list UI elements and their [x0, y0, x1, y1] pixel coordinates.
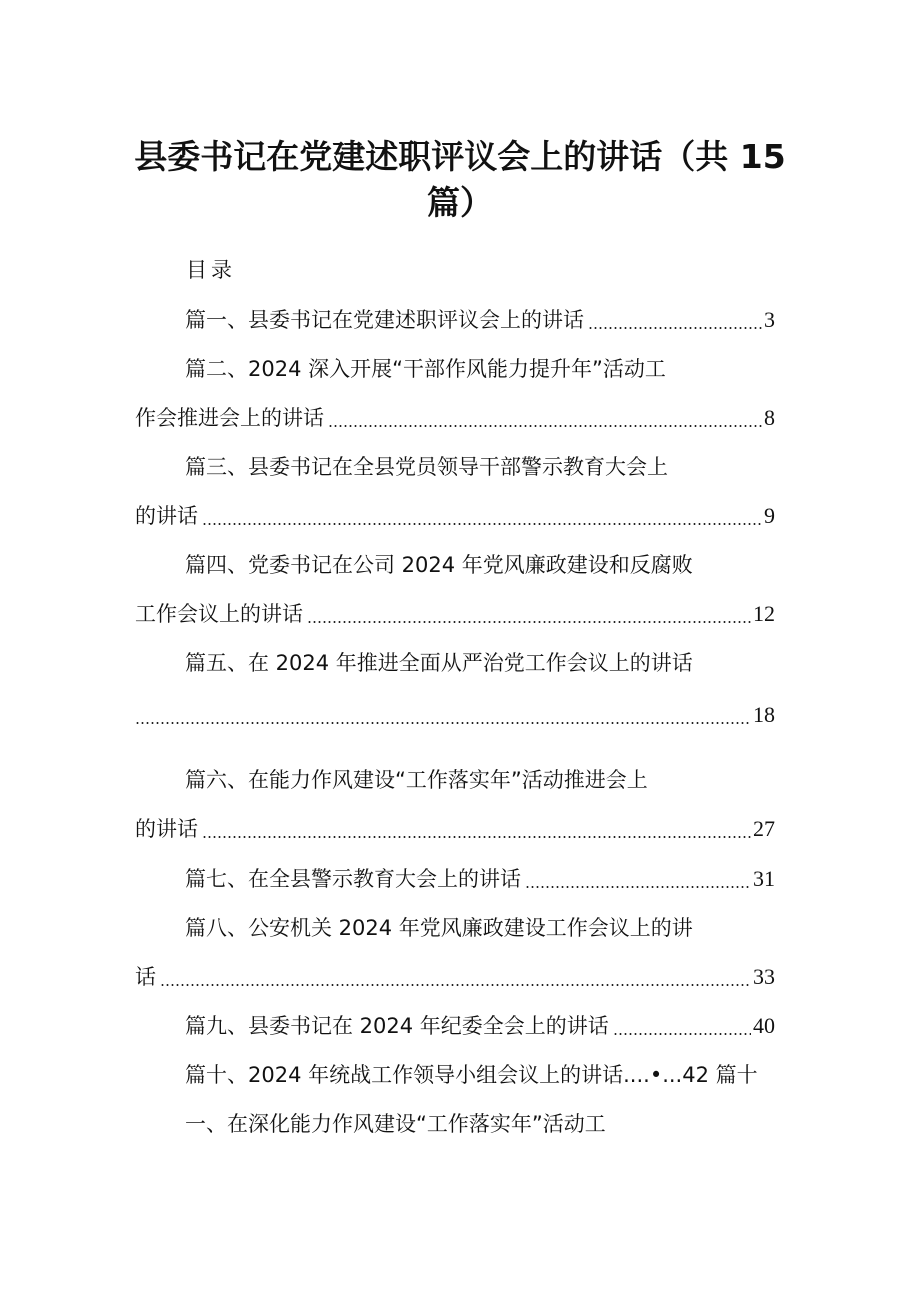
toc-page-number: 40: [753, 1013, 775, 1038]
toc-entry-6-line-2[interactable]: [135, 814, 775, 844]
dot-leader: [202, 523, 762, 525]
dot-leader: [307, 621, 751, 623]
dot-leader: [613, 1033, 751, 1035]
dot-leader: [135, 722, 751, 724]
toc-page-number: 33: [753, 964, 775, 989]
toc-page-number: 18: [753, 702, 775, 727]
document-title-line-1: 县委书记在党建述职评议会上的讲话（共 15: [134, 137, 786, 176]
toc-entry-4-line-1[interactable]: 篇四、党委书记在公司 2024 年党风廉政建设和反腐败: [185, 553, 693, 577]
toc-entry-text: 篇七、在全县警示教育大会上的讲话: [185, 867, 521, 891]
toc-entry-1[interactable]: [185, 305, 775, 335]
toc-entry-2-line-2[interactable]: [135, 403, 775, 433]
toc-page-number: 8: [764, 405, 775, 430]
toc-entry-text: 篇九、县委书记在 2024 年纪委全会上的讲话: [185, 1014, 609, 1038]
toc-page-number: 27: [753, 816, 775, 841]
dot-leader: [202, 836, 751, 838]
toc-entry-5-line-1[interactable]: 篇五、在 2024 年推进全面从严治党工作会议上的讲话: [185, 651, 693, 675]
toc-entry-5-line-2[interactable]: [135, 700, 775, 730]
toc-entry-10[interactable]: 篇十、2024 年统战工作领导小组会议上的讲话....•...42 篇十: [185, 1063, 758, 1087]
toc-entry-text: 话: [135, 965, 156, 989]
toc-entry-6-line-1[interactable]: 篇六、在能力作风建设“工作落实年”活动推进会上: [185, 768, 648, 792]
toc-entry-text: 篇一、县委书记在党建述职评议会上的讲话: [185, 308, 584, 332]
dot-leader: [588, 327, 762, 329]
toc-entry-8-line-2[interactable]: [135, 962, 775, 992]
toc-entry-11[interactable]: 一、在深化能力作风建设“工作落实年”活动工: [185, 1112, 606, 1136]
dot-leader: [525, 886, 751, 888]
toc-entry-text: 作会推进会上的讲话: [135, 406, 324, 430]
toc-entry-3-line-2[interactable]: [135, 501, 775, 531]
toc-entry-7[interactable]: [185, 864, 775, 894]
toc-entry-4-line-2[interactable]: [135, 599, 775, 629]
toc-heading: 目录: [186, 258, 236, 282]
toc-entry-text: 的讲话: [135, 817, 198, 841]
toc-entry-2-line-1[interactable]: 篇二、2024 深入开展“干部作风能力提升年”活动工: [185, 357, 666, 381]
toc-entry-text: 工作会议上的讲话: [135, 602, 303, 626]
dot-leader: [328, 425, 762, 427]
toc-page-number: 3: [764, 307, 775, 332]
toc-page-number: 12: [753, 601, 775, 626]
toc-entry-9[interactable]: [185, 1011, 775, 1041]
dot-leader: [160, 984, 751, 986]
document-title-line-2: 篇）: [427, 183, 493, 222]
toc-entry-3-line-1[interactable]: 篇三、县委书记在全县党员领导干部警示教育大会上: [185, 455, 668, 479]
toc-page-number: 31: [753, 866, 775, 891]
toc-entry-text: 的讲话: [135, 504, 198, 528]
toc-page-number: 9: [764, 503, 775, 528]
toc-entry-8-line-1[interactable]: 篇八、公安机关 2024 年党风廉政建设工作会议上的讲: [185, 916, 693, 940]
